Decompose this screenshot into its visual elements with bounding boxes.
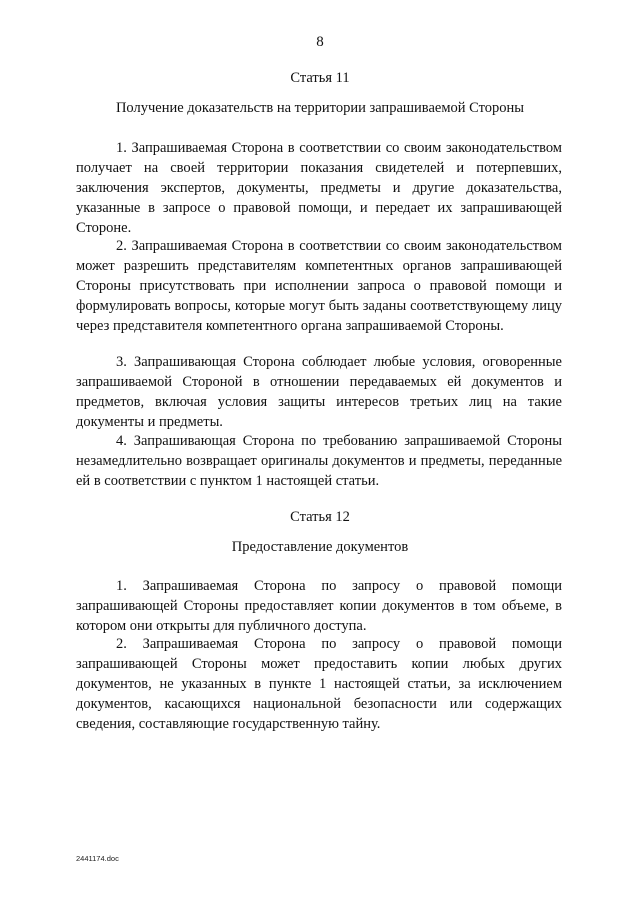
article-11-paragraph-3: 3. Запрашивающая Сторона соблюдает любые условия, оговоренные запрашиваемой Стороной в отношении передаваемых ей документов и предметов, включая условия защиты интересов третьих лиц на такие документы и предметы.: [76, 354, 562, 430]
article-11-paragraph-1: 1. Запрашиваемая Сторона в соответствии со своим законодательством получает на своей территории показания свидетелей и потерпевших, заключения экспертов, документы, предметы и другие доказательства, указанные в запросе о правовой помощи, и передает их запрашивающей Стороне.: [76, 140, 562, 236]
article-11-paragraph-2: 2. Запрашиваемая Сторона в соответствии со своим законодательством может разрешить представителям компетентных органов запрашивающей Стороны присутствовать при исполнении запроса о правовой помощи и формулировать вопросы, которые могут быть заданы соответствующему лицу через представителя компетентного органа запрашиваемой Стороны.: [76, 238, 562, 334]
article-12-paragraph-2: 2. Запрашиваемая Сторона по запросу о правовой помощи запрашивающей Стороны может предоставить копии любых других документов, не указанных в пункте 1 настоящей статьи, за исключением документов, касающихся национальной безопасности или содержащих сведения, составляющие государственную тайну.: [76, 636, 562, 732]
document-file-id: 2441174.doc: [76, 854, 119, 863]
article-12-heading: Статья 12: [290, 509, 350, 525]
article-11-paragraph-4: 4. Запрашивающая Сторона по требованию запрашиваемой Стороны незамедлительно возвращает оригиналы документов и предметы, переданные ей в соответствии с пунктом 1 настоящей статьи.: [76, 433, 562, 489]
article-11-title: Получение доказательств на территории запрашиваемой Стороны: [115, 100, 525, 116]
article-12-paragraph-1: 1. Запрашиваемая Сторона по запросу о правовой помощи запрашивающей Стороны предоставляет копии документов в том объеме, в котором они открыты для публичного доступа.: [76, 578, 562, 634]
page-number: 8: [316, 34, 324, 50]
article-12-title: Предоставление документов: [231, 539, 409, 555]
article-11-heading: Статья 11: [290, 70, 350, 86]
